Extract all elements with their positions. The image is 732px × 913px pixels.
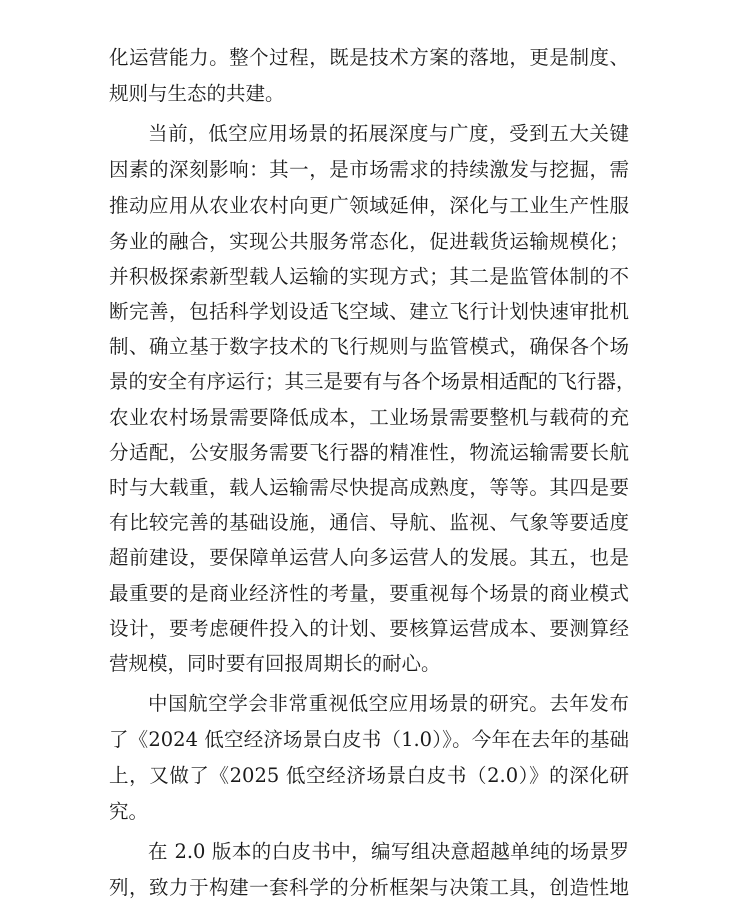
text-line: 营规模，同时要有回报周期长的耐心。: [109, 652, 441, 675]
text-line: 分适配，公安服务需要飞行器的精准性，物流运输需要长航: [109, 441, 629, 464]
text-line: 最重要的是商业经济性的考量，要重视每个场景的商业模式: [109, 582, 629, 605]
text-line: 并积极探索新型载人运输的实现方式；其二是监管体制的不: [109, 265, 629, 288]
text-line: 上，又做了《2025 低空经济场景白皮书（2.0）》的深化研: [109, 764, 629, 787]
text-line: 景的安全有序运行；其三是要有与各个场景相适配的飞行器，: [109, 370, 636, 393]
text-line: 断完善，包括科学划设适飞空域、建立飞行计划快速审批机: [109, 300, 629, 323]
text-line: 列，致力于构建一套科学的分析框架与决策工具，创造性地: [109, 876, 629, 899]
text-line: 了《2024 低空经济场景白皮书（1.0）》。今年在去年的基础: [109, 728, 629, 751]
text-line: 究。: [109, 800, 149, 823]
text-line: 规则与生态的共建。: [109, 82, 285, 105]
paragraph-first-line: 在 2.0 版本的白皮书中，编写组决意超越单纯的场景罗: [148, 840, 629, 863]
text-line: 设计，要考虑硬件投入的计划、要核算运营成本、要测算经: [109, 617, 629, 640]
text-line: 有比较完善的基础设施，通信、导航、监视、气象等要适度: [109, 511, 629, 534]
text-line: 化运营能力。整个过程，既是技术方案的落地，更是制度、: [109, 46, 629, 69]
text-line: 制、确立基于数字技术的飞行规则与监管模式，确保各个场: [109, 335, 629, 358]
text-line: 超前建设，要保障单运营人向多运营人的发展。其五，也是: [109, 546, 629, 569]
text-line: 务业的融合，实现公共服务常态化，促进载货运输规模化；: [109, 230, 629, 253]
text-line: 农业农村场景需要降低成本，工业场景需要整机与载荷的充: [109, 406, 629, 429]
paragraph-first-line: 当前，低空应用场景的拓展深度与广度，受到五大关键: [148, 122, 629, 145]
text-line: 因素的深刻影响：其一，是市场需求的持续激发与挖掘，需: [109, 158, 629, 181]
paragraph-first-line: 中国航空学会非常重视低空应用场景的研究。去年发布: [148, 692, 629, 715]
text-line: 时与大载重，载人运输需尽快提高成熟度，等等。其四是要: [109, 476, 629, 499]
text-line: 推动应用从农业农村向更广领域延伸，深化与工业生产性服: [109, 194, 629, 217]
